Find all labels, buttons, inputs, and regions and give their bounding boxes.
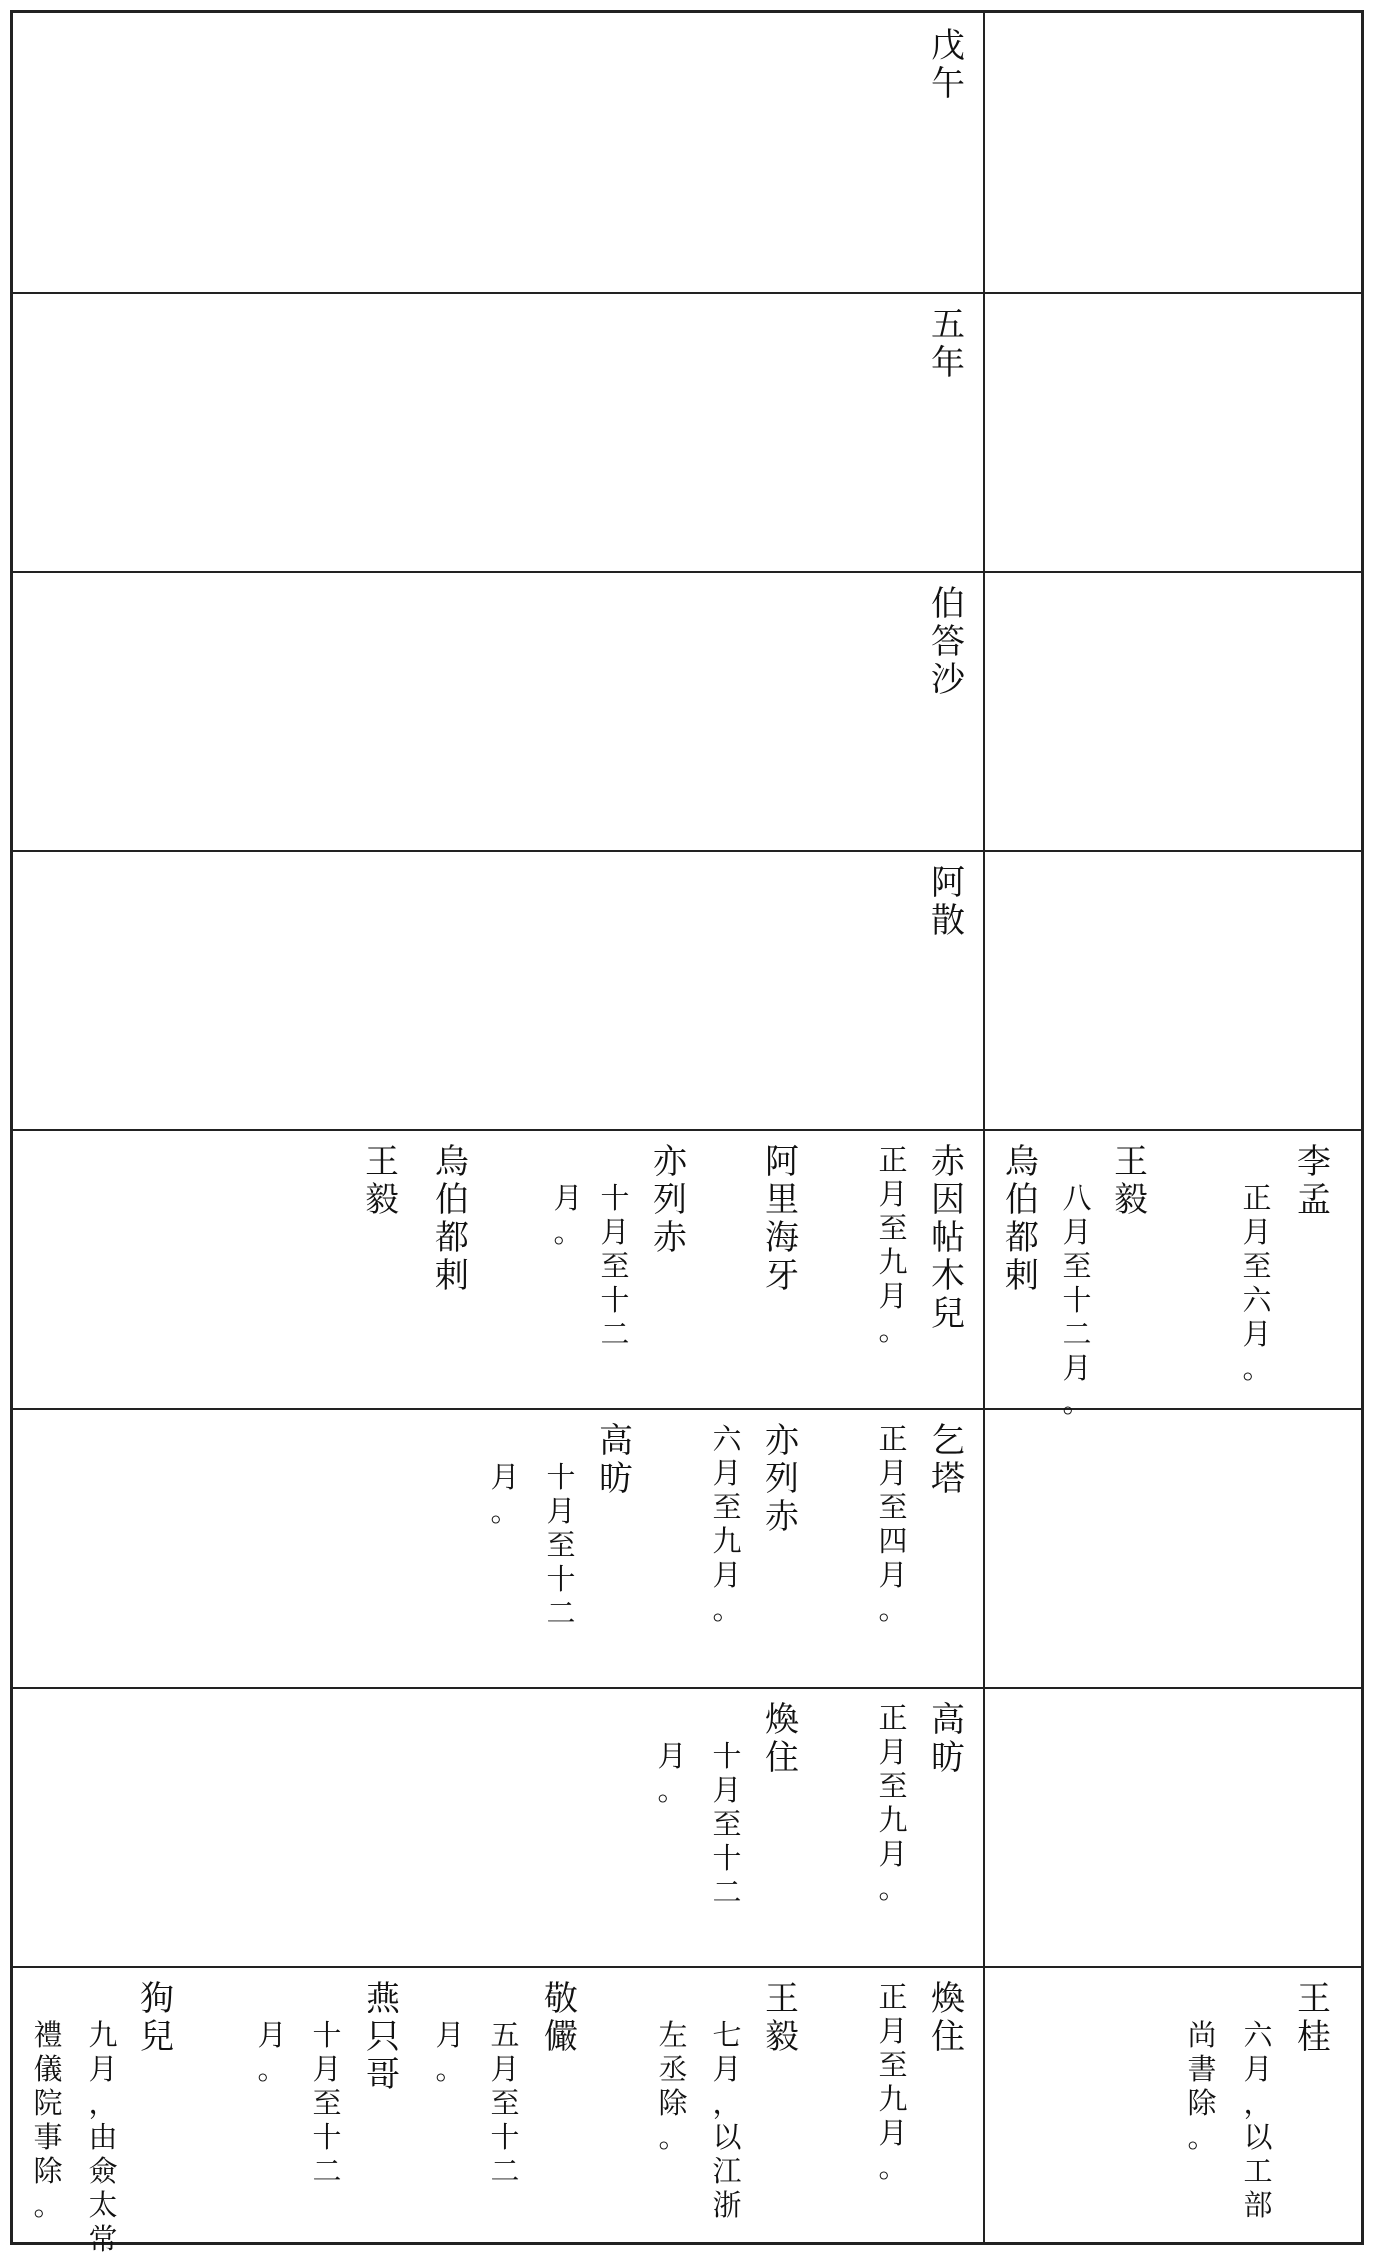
tenure-note [255,2018,289,2086]
glyph: 十 [712,1739,742,1773]
glyph: 月 [490,1460,520,1494]
glyph: 。 [1242,1351,1272,1385]
glyph: 。 [33,2188,63,2222]
column-divider [983,13,985,2242]
glyph: 月 [1242,1317,1272,1351]
glyph: 昉 [931,1738,965,1778]
official-name [1111,1143,1151,1219]
glyph: 因 [931,1180,965,1220]
official-name [1002,1143,1042,1295]
glyph: 浙 [712,2188,742,2222]
glyph: 月 [712,1456,742,1490]
official-name [363,1980,403,2094]
official-name [1294,1143,1334,1219]
glyph: 月 [546,1494,576,1528]
glyph: 二 [312,2154,342,2188]
glyph: 月 [878,1177,908,1211]
glyph: 十 [1062,1283,1092,1317]
glyph: 月 [878,1456,908,1490]
glyph: 月 [878,2116,908,2150]
glyph: 尚 [1187,2018,1217,2052]
glyph: 以 [1243,2120,1273,2154]
glyph: 十 [312,2120,342,2154]
glyph: 王 [1297,1979,1331,2019]
glyph: 月 [1062,1215,1092,1249]
glyph: 月 [600,1215,630,1249]
glyph: ， [712,2086,742,2120]
glyph: 十 [712,1841,742,1875]
tenure-note [1185,2018,1219,2154]
glyph: 九 [878,1245,908,1279]
glyph: 二 [600,1317,630,1351]
glyph: 月 [257,2018,287,2052]
row-divider [13,571,1361,573]
glyph: 月 [712,2052,742,2086]
tenure-note [551,1181,585,1249]
glyph: 亦 [653,1142,687,1182]
glyph: 都 [435,1218,469,1258]
glyph: 四 [878,1524,908,1558]
glyph: 月 [1242,1215,1272,1249]
glyph: 敬 [544,1979,578,2019]
glyph: 王 [365,1142,399,1182]
glyph: 沙 [931,660,965,700]
glyph: 毅 [365,1180,399,1220]
glyph: 二 [546,1596,576,1630]
glyph: 。 [490,1494,520,1528]
glyph: 海 [765,1218,799,1258]
official-name [762,1980,802,2056]
glyph: 六 [1242,1283,1272,1317]
tenure-note [488,1460,522,1528]
glyph: 兒 [931,1294,965,1334]
glyph: 孟 [1297,1180,1331,1220]
glyph: 。 [553,1215,583,1249]
glyph: 除 [658,2086,688,2120]
glyph: 至 [878,2048,908,2082]
glyph: 七 [712,2018,742,2052]
glyph: 十 [546,1460,576,1494]
glyph: 月 [490,2052,520,2086]
official-name [928,27,968,103]
glyph: 煥 [931,1979,965,2019]
glyph: 十 [600,1283,630,1317]
glyph: 院 [33,2086,63,2120]
glyph: 答 [931,622,965,662]
glyph: 六 [712,1422,742,1456]
official-name [928,306,968,382]
glyph: 。 [658,2120,688,2154]
tenure-note [876,1143,910,1347]
tenure-note [710,1739,744,1909]
glyph: 年 [931,343,965,383]
glyph: 。 [435,2052,465,2086]
glyph: 左 [658,2018,688,2052]
glyph: 太 [88,2188,118,2222]
glyph: ， [1243,2086,1273,2120]
glyph: 戊 [931,26,965,66]
glyph: 。 [878,1592,908,1626]
glyph: 丞 [658,2052,688,2086]
glyph: 。 [878,1871,908,1905]
official-name [362,1143,402,1219]
glyph: 伯 [1005,1180,1039,1220]
glyph: 五 [931,305,965,345]
glyph: 赤 [765,1497,799,1537]
glyph: 書 [1187,2052,1217,2086]
glyph: 五 [490,2018,520,2052]
glyph: 。 [657,1773,687,1807]
official-name [762,1701,802,1777]
official-name [928,1422,968,1498]
official-name [1294,1980,1334,2056]
glyph: 烏 [1005,1142,1039,1182]
glyph: 至 [878,1490,908,1524]
official-name [928,585,968,699]
glyph: 煥 [765,1700,799,1740]
glyph: 伯 [931,584,965,624]
appointment-table [10,10,1364,2256]
tenure-note [1060,1181,1094,1419]
glyph: 列 [765,1459,799,1499]
glyph: 木 [931,1256,965,1296]
glyph: 事 [33,2120,63,2154]
glyph: 二 [490,2154,520,2188]
glyph: 至 [878,1211,908,1245]
official-name [928,1143,968,1333]
tenure-note [31,2018,65,2222]
glyph: 高 [931,1700,965,1740]
glyph: 工 [1243,2154,1273,2188]
glyph: 六 [1243,2018,1273,2052]
official-name [650,1143,690,1257]
glyph: 高 [599,1421,633,1461]
glyph: 月 [1062,1351,1092,1385]
glyph: 午 [931,64,965,104]
glyph: 狗 [140,1979,174,2019]
row-divider [13,1408,1361,1410]
glyph: 月 [553,1181,583,1215]
glyph: 燕 [366,1979,400,2019]
glyph: 月 [878,1279,908,1313]
glyph: 月 [1243,2052,1273,2086]
official-name [432,1143,472,1295]
glyph: 至 [600,1249,630,1283]
glyph: 至 [878,1769,908,1803]
tenure-note [876,1701,910,1905]
glyph: 牙 [765,1256,799,1296]
glyph: 正 [878,1143,908,1177]
glyph: 部 [1243,2188,1273,2222]
glyph: 李 [1297,1142,1331,1182]
glyph: 。 [878,1313,908,1347]
glyph: 正 [1242,1181,1272,1215]
tenure-note [656,2018,690,2154]
glyph: 正 [878,1422,908,1456]
tenure-note [433,2018,467,2086]
glyph: 除 [1187,2086,1217,2120]
tenure-note [544,1460,578,1630]
glyph: 九 [878,1803,908,1837]
glyph: 月 [878,1558,908,1592]
glyph: 八 [1062,1181,1092,1215]
row-divider [13,292,1361,294]
glyph: 十 [312,2018,342,2052]
tenure-note [488,2018,522,2188]
row-divider [13,1966,1361,1968]
glyph: 儼 [544,2017,578,2057]
glyph: 至 [490,2086,520,2120]
glyph: 住 [765,1738,799,1778]
official-name [596,1422,636,1498]
glyph: 由 [88,2120,118,2154]
glyph: 禮 [33,2018,63,2052]
tenure-note [310,2018,344,2188]
glyph: 伯 [435,1180,469,1220]
glyph: 住 [931,2017,965,2057]
glyph: 哥 [366,2055,400,2095]
glyph: 只 [366,2017,400,2057]
glyph: 烏 [435,1142,469,1182]
tenure-note [876,1980,910,2184]
glyph: 九 [878,2082,908,2116]
glyph: 阿 [931,863,965,903]
glyph: 散 [931,901,965,941]
glyph: 赤 [653,1218,687,1258]
glyph: 九 [88,2018,118,2052]
glyph: 剌 [435,1256,469,1296]
glyph: 赤 [931,1142,965,1182]
glyph: 。 [878,2150,908,2184]
glyph: 僉 [88,2154,118,2188]
glyph: 至 [546,1528,576,1562]
glyph: 至 [712,1807,742,1841]
glyph: 月 [878,2014,908,2048]
glyph: 至 [312,2086,342,2120]
glyph: 月 [878,1837,908,1871]
glyph: 月 [435,2018,465,2052]
glyph: 江 [712,2154,742,2188]
glyph: 列 [653,1180,687,1220]
row-divider [13,1129,1361,1131]
glyph: 王 [1114,1142,1148,1182]
glyph: 兒 [140,2017,174,2057]
glyph: 九 [712,1524,742,1558]
glyph: 毅 [765,2017,799,2057]
glyph: 月 [878,1735,908,1769]
official-name [928,1980,968,2056]
tenure-note [1241,2018,1275,2222]
glyph: 至 [1062,1249,1092,1283]
glyph: 王 [765,1979,799,2019]
tenure-note [710,2018,744,2222]
glyph: 正 [878,1980,908,2014]
official-name [541,1980,581,2056]
glyph: 月 [712,1558,742,1592]
glyph: 塔 [931,1459,965,1499]
glyph: 昉 [599,1459,633,1499]
glyph: 正 [878,1701,908,1735]
glyph: 乞 [931,1421,965,1461]
row-divider [13,1687,1361,1689]
glyph: 。 [1187,2120,1217,2154]
glyph: 月 [657,1739,687,1773]
glyph: 儀 [33,2052,63,2086]
glyph: 都 [1005,1218,1039,1258]
glyph: 十 [490,2120,520,2154]
glyph: 毅 [1114,1180,1148,1220]
official-name [928,864,968,940]
tenure-note [710,1422,744,1626]
glyph: 。 [1062,1385,1092,1419]
tenure-note [655,1739,689,1807]
official-name [928,1701,968,1777]
glyph: 帖 [931,1218,965,1258]
glyph: 剌 [1005,1256,1039,1296]
official-name [762,1143,802,1295]
tenure-note [1240,1181,1274,1385]
official-name [762,1422,802,1536]
glyph: 二 [712,1875,742,1909]
glyph: 月 [88,2052,118,2086]
glyph: ， [88,2086,118,2120]
glyph: 十 [600,1181,630,1215]
tenure-note [598,1181,632,1351]
tenure-note [876,1422,910,1626]
glyph: 。 [712,1592,742,1626]
glyph: 至 [1242,1249,1272,1283]
tenure-note [86,2018,120,2256]
glyph: 除 [33,2154,63,2188]
glyph: 常 [88,2222,118,2256]
row-divider [13,850,1361,852]
glyph: 亦 [765,1421,799,1461]
glyph: 十 [546,1562,576,1596]
glyph: 月 [312,2052,342,2086]
glyph: 桂 [1297,2017,1331,2057]
glyph: 里 [765,1180,799,1220]
glyph: 。 [257,2052,287,2086]
official-name [137,1980,177,2056]
glyph: 以 [712,2120,742,2154]
glyph: 阿 [765,1142,799,1182]
glyph: 二 [1062,1317,1092,1351]
glyph: 月 [712,1773,742,1807]
glyph: 至 [712,1490,742,1524]
